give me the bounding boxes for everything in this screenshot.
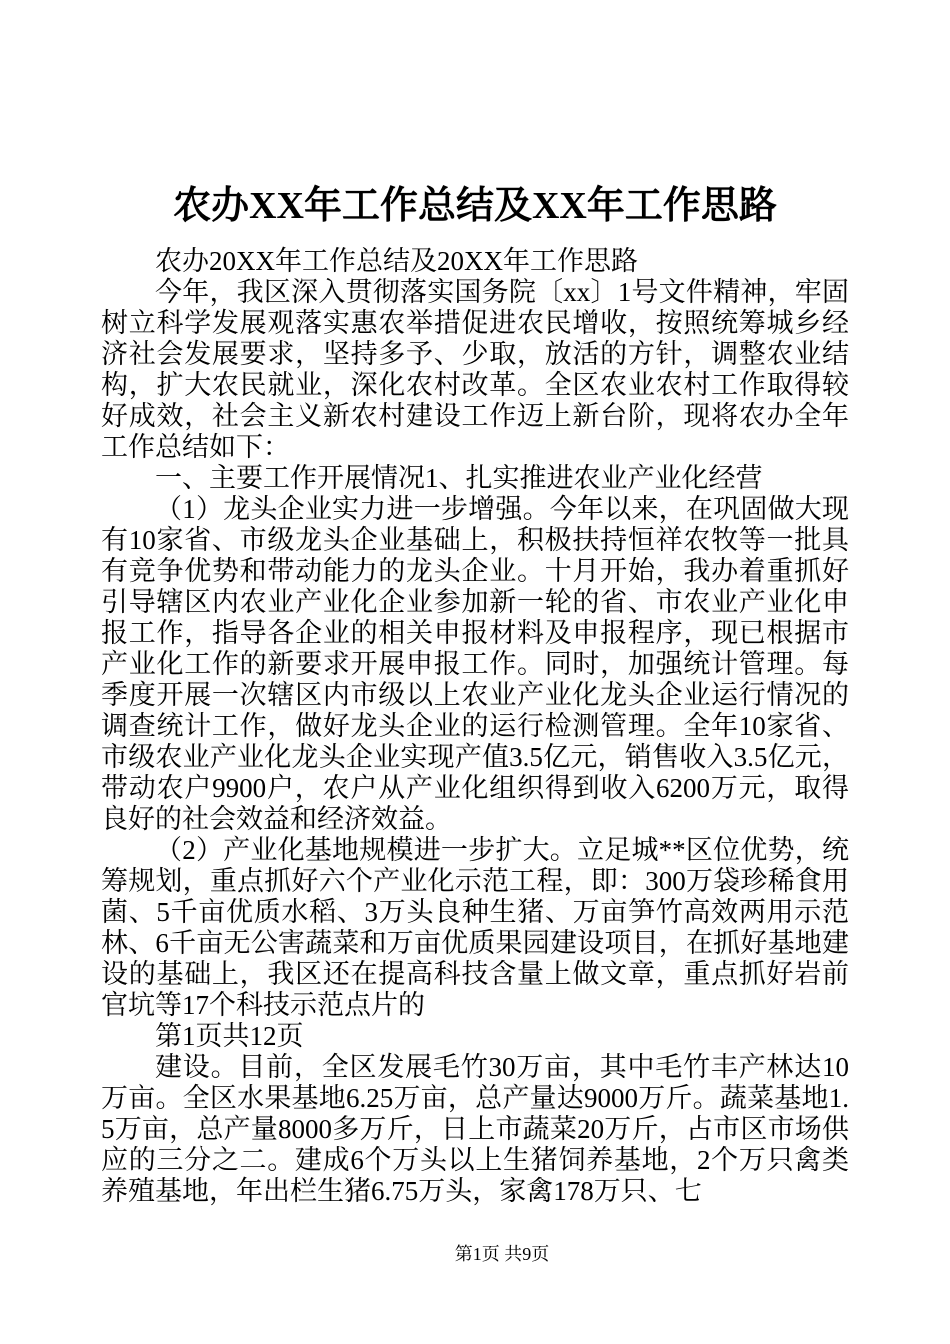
document-title: 农办XX年工作总结及XX年工作思路 <box>173 185 777 227</box>
paragraph-item-1: （1）龙头企业实力进一步增强。今年以来，在巩固做大现有10家省、市级龙头企业基础上，积极扶持恒祥农牧等一批具有竞争优势和带动能力的龙头企业。十月开始，我办着重抓好引导辖区内农业产业化企业参加新一轮的省、市农业产业化申报工作，指导各企业的相关申报材料及申报程序，现已根据市产业化工作的新要求开展申报工作。同时，加强统计管理。每季度开展一次辖区内市级以上农业产业化龙头企业运行情况的调查统计工作，做好龙头企业的运行检测管理。全年10家省、市级农业产业化龙头企业实现产值3.5亿元，销售收入3.5亿元，带动农户9900户，农户从产业化组织得到收入6200万元，取得良好的社会效益和经济效益。 <box>101 494 849 834</box>
document-body <box>101 183 849 1207</box>
page-footer <box>0 1244 950 1265</box>
paragraph-inline-page-marker: 第1页共12页 <box>155 1021 304 1051</box>
paragraph-section-heading: 一、主要工作开展情况1、扎实推进农业产业化经营 <box>155 463 763 493</box>
page-number-label: 第1页 共9页 <box>454 1244 550 1264</box>
paragraph-intro: 今年，我区深入贯彻落实国务院〔xx〕1号文件精神，牢固树立科学发展观落实惠农举措促进农民增收，按照统筹城乡经济社会发展要求，坚持多予、少取，放活的方针，调整农业结构，扩大农民就业，深化农村改革。全区农业农村工作取得较好成效，社会主义新农村建设工作迈上新台阶，现将农办全年工作总结如下： <box>101 277 849 462</box>
paragraph-item-2: （2）产业化基地规模进一步扩大。立足城**区位优势，统筹规划，重点抓好六个产业化示范工程，即：300万袋珍稀食用菌、5千亩优质水稻、3万头良种生猪、万亩笋竹高效两用示范林、6千亩无公害蔬菜和万亩优质果园建设项目，在抓好基地建设的基础上，我区还在提高科技含量上做文章，重点抓好岩前官坑等17个科技示范点片的 <box>101 835 849 1020</box>
paragraph-subtitle: 农办20XX年工作总结及20XX年工作思路 <box>155 246 638 276</box>
paragraph-item-2-continued: 建设。目前，全区发展毛竹30万亩，其中毛竹丰产林达10万亩。全区水果基地6.25万亩，总产量达9000万斤。蔬菜基地1.5万亩，总产量8000多万斤，日上市蔬菜20万斤，占市区市场供应的三分之二。建成6个万头以上生猪饲养基地，2个万只禽类养殖基地，年出栏生猪6.75万头，家禽178万只、七 <box>101 1052 849 1206</box>
